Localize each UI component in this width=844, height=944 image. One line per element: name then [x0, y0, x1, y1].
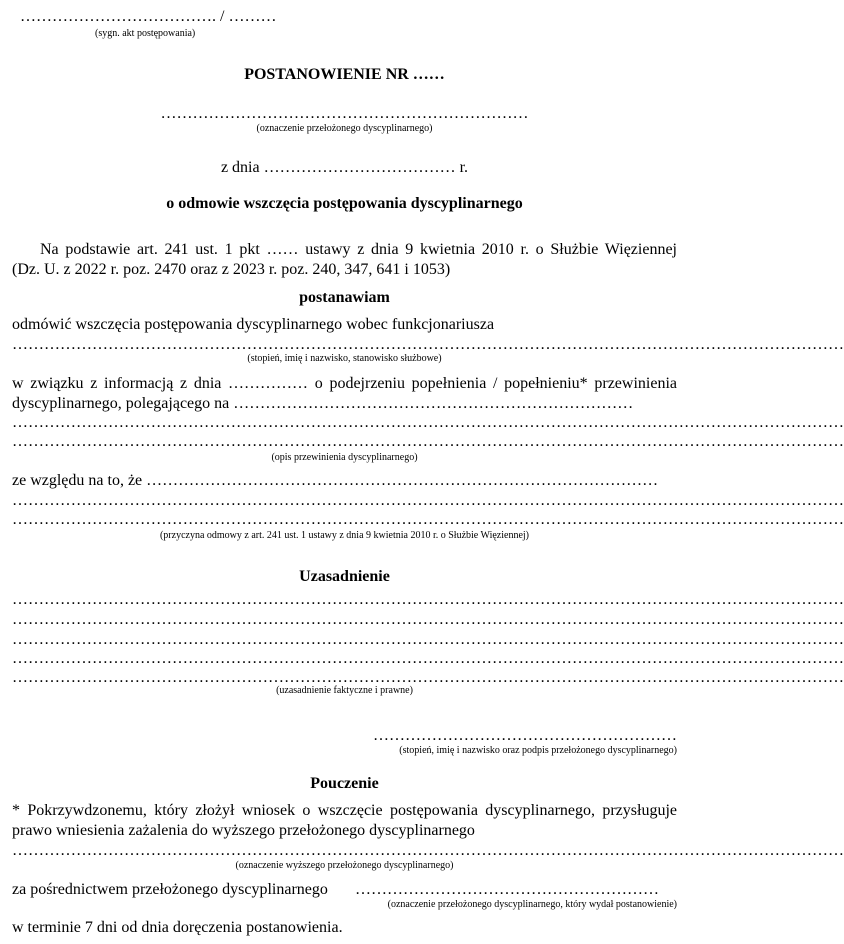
instruction-heading: Pouczenie — [310, 775, 379, 792]
instruction-line-1: * Pokrzywdzonemu, który złożył wniosek o wszczęcie postępowania dyscyplinarnego, przysługuje — [12, 802, 677, 819]
date-line: z dnia ……………………………… r. — [220, 159, 469, 176]
description-dots-2: ………………………………………………………………………………………………………………………………………… — [12, 433, 844, 450]
reason-dots-2: ………………………………………………………………………………………………………………………………………… — [12, 511, 844, 528]
document-title: POSTANOWIENIE NR …… — [244, 66, 445, 83]
decision-text: odmówić wszczęcia postępowania dyscyplinarnego wobec funkcjonariusza — [12, 316, 495, 333]
description-caption: (opis przewinienia dyscyplinarnego) — [271, 452, 418, 463]
case-number-line: ………………………………. / ……… — [20, 8, 277, 25]
reason-caption: (przyczyna odmowy z art. 241 ust. 1 ustawy z dnia 9 kwietnia 2010 r. o Służbie Więziennej) — [159, 530, 530, 541]
signature-dots: ………………………………………………… — [373, 727, 677, 744]
intermediary-label: za pośrednictwem przełożonego dyscyplinarnego — [12, 881, 328, 898]
instruction-line-2: prawo wniesienia zażalenia do wyższego przełożonego dyscyplinarnego — [12, 822, 475, 839]
deadline-text: w terminie 7 dni od dnia doręczenia postanowienia. — [12, 919, 343, 936]
justification-dots-2: ………………………………………………………………………………………………………………………………………… — [12, 611, 844, 628]
signature-caption: (stopień, imię i nazwisko oraz podpis przełożonego dyscyplinarnego) — [399, 745, 677, 756]
justification-heading: Uzasadnienie — [299, 568, 390, 585]
justification-dots-5: ………………………………………………………………………………………………………………………………………… — [12, 669, 844, 686]
officer-dots: ………………………………………………………………………………………………………………………………………… — [12, 336, 844, 353]
justification-caption: (uzasadnienie faktyczne i prawne) — [276, 685, 413, 696]
legal-basis-line-1: Na podstawie art. 241 ust. 1 pkt …… ustawy z dnia 9 kwietnia 2010 r. o Służbie Więziennej — [40, 241, 677, 258]
reason-label: ze względu na to, że …………………………………………………………………………………… — [12, 472, 659, 489]
description-dots-1: ………………………………………………………………………………………………………………………………………… — [12, 414, 844, 431]
officer-caption: (stopień, imię i nazwisko, stanowisko służbowe) — [247, 353, 442, 364]
superior-dots: …………………………………………………………… — [160, 105, 529, 122]
higher-superior-dots: ………………………………………………………………………………………………………………………………………… — [12, 842, 844, 859]
information-line-1: w związku z informacją z dnia …………… o podejrzeniu popełnienia / popełnieniu* przewinienia — [12, 375, 677, 392]
intermediary-dots: ………………………………………………… — [355, 881, 659, 898]
reason-dots-1: ………………………………………………………………………………………………………………………………………… — [12, 492, 844, 509]
superior-caption: (oznaczenie przełożonego dyscyplinarnego) — [256, 123, 433, 134]
intermediary-caption: (oznaczenie przełożonego dyscyplinarnego, który wydał postanowienie) — [387, 899, 677, 910]
justification-dots-4: ………………………………………………………………………………………………………………………………………… — [12, 650, 844, 667]
legal-basis-line-2: (Dz. U. z 2022 r. poz. 2470 oraz z 2023 r. poz. 240, 347, 641 i 1053) — [12, 261, 451, 278]
information-line-2: dyscyplinarnego, polegającego na ………………………………………………………………… — [12, 395, 634, 412]
subject-heading: o odmowie wszczęcia postępowania dyscyplinarnego — [166, 195, 523, 212]
higher-superior-caption: (oznaczenie wyższego przełożonego dyscyplinarnego) — [235, 860, 454, 871]
decision-heading: postanawiam — [299, 289, 390, 306]
case-number-caption: (sygn. akt postępowania) — [95, 28, 196, 39]
justification-dots-3: ………………………………………………………………………………………………………………………………………… — [12, 631, 844, 648]
justification-dots-1: ………………………………………………………………………………………………………………………………………… — [12, 591, 844, 608]
